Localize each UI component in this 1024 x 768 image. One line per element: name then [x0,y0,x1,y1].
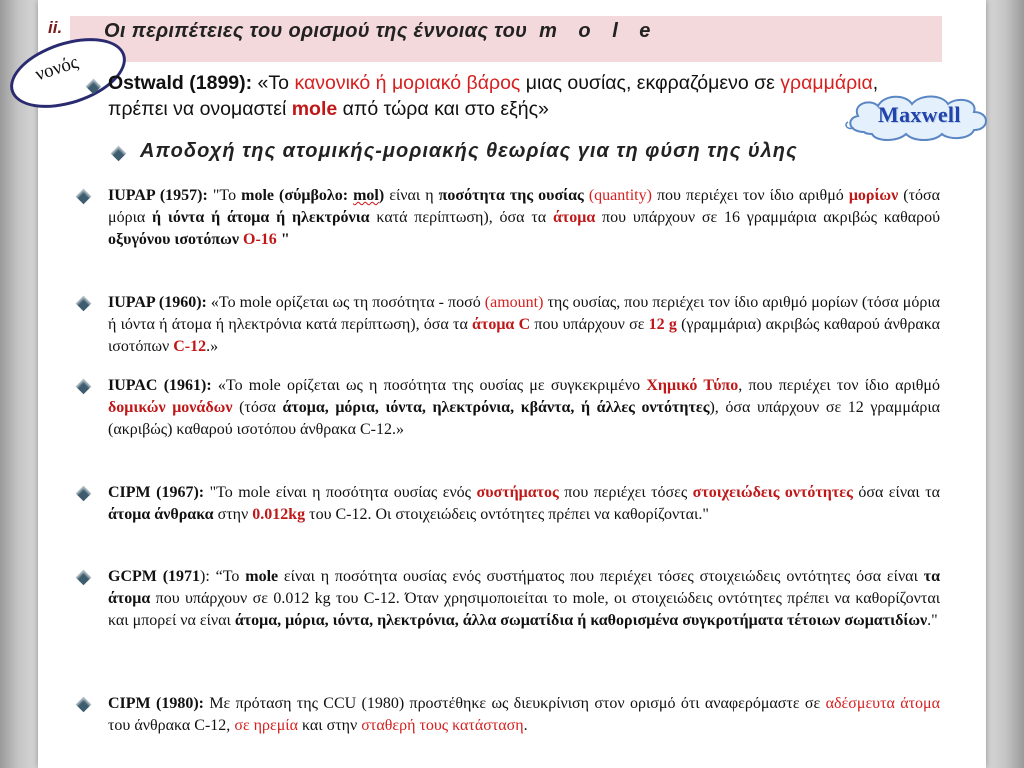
text-run: που υπάρχουν σε [530,316,649,333]
text-run: ." [927,612,938,629]
text-run: «Το mole ορίζεται ως η ποσότητα της ουσίας με συγκεκριμένο [211,377,647,394]
text-run: της ουσίας, που περιέχει τον ίδιο αριθμό μορίων (τόσα μόρια ή ιόντα ή άτομα ή ηλεκτρόνια κατά περίπτωση), όσα τα [108,294,941,333]
text-run: .» [206,338,219,355]
text-run-red: δομικών μονάδων [108,399,233,416]
text-run: που υπάρχουν σε 16 γραμμάρια ακριβώς καθαρού [595,209,941,226]
cipm-1980-definition [108,693,940,737]
iupac-1961-lead: IUPAC (1961): [108,377,212,394]
text-run-red: O-16 [243,231,277,248]
text-run-bold: ποσότητα της ουσίας [438,187,584,204]
text-run-red: μορίων [848,187,899,204]
page-title [104,20,658,43]
title-mole: m o l e [539,20,659,42]
text-run-red: 12 g [648,316,677,333]
text-run-bold: ) [378,187,385,204]
text-run: ): “Το [200,568,246,585]
text-run: από τώρα και στο εξής» [337,98,549,120]
text-run-red: αδέσμευτα άτομα [825,695,940,712]
text-run: "Το mole είναι η ποσότητα ουσίας ενός [204,484,477,501]
text-run: «Το mole ορίζεται ως τη ποσότητα - ποσό [206,294,485,311]
ostwald-definition [108,70,940,122]
iupac-1961-definition [108,375,940,441]
text-run-red: στοιχειώδεις οντότητες [692,484,853,501]
text-run-red: σταθερή τους κατάσταση [361,717,524,734]
text-run: «Το [252,72,295,94]
text-run-red: άτομα [552,209,596,226]
gcpm-1971-lead: GCPM (1971 [108,568,201,585]
text-run: . [523,717,528,734]
text-run: , πρέπει να ονομαστεί [108,72,879,120]
text-run: όσα είναι τα [852,484,941,501]
title-text: Οι περιπέτειες του ορισμού της έννοιας του [104,20,528,42]
text-run: είναι η [384,187,439,204]
text-run-red: γραμμάρια [780,72,873,94]
text-run: κατά περίπτωση), όσα τα [369,209,553,226]
text-run-bold: άτομα άνθρακα [108,506,214,523]
iupap-1960-definition [108,292,940,358]
text-run-bold: άτομα, μόρια, ιόντα, ηλεκτρόνια, κβάντα, ή άλλες οντότητες [282,399,710,416]
cloud-callout-label: Maxwell [878,102,961,127]
text-run-red: mole [291,98,338,120]
section-marker: ii. [48,18,63,37]
iupap-1960-lead: IUPAP (1960): [108,294,207,311]
text-run: Με πρόταση της CCU (1980) προστέθηκε ως διευκρίνιση στον ορισμό ότι αναφερόμαστε σε [203,695,826,712]
text-run: μιας ουσίας, εκφραζόμενο σε [520,72,781,94]
text-run-bold: mole [245,568,279,585]
iupap-1957-definition [108,185,940,251]
text-run-red: C-12 [173,338,207,355]
text-run-red: κανονικό ή μοριακό βάρος [294,72,521,94]
text-run-bold: άτομα, μόρια, ιόντα, ηλεκτρόνια, άλλα σωματίδια ή καθορισμένα συγκροτήματα τέτοιων σωματιδίων [234,612,928,629]
iupap-1957-lead: IUPAP (1957): [108,187,208,204]
oval-callout-label: νονός [32,51,81,86]
text-run: που περιέχει τόσες [558,484,693,501]
text-run: (γραμμάρια) ακριβώς καθαρού άνθρακα ισοτόπων [108,316,941,355]
text-run: είναι η ποσότητα ουσίας ενός συστήματος που περιέχει τόσες στοιχειώδεις οντότητες όσα είναι [278,568,924,585]
text-run-red: (quantity) [588,187,652,204]
text-run: ), όσα υπάρχουν σε 12 γραμμάρια (ακριβώς) καθαρού ισοτόπου άνθρακα C-12.» [108,399,941,438]
text-run: που υπάρχουν σε 0.012 kg του C-12. Όταν χρησιμοποιείται το mole, οι στοιχειώδεις οντότητες πρέπει να καθορίζονται και μπορεί να είναι [108,590,940,629]
cipm-1967-definition [108,482,940,526]
text-run-bold: οξυγόνου ισοτόπων [108,231,240,248]
text-run: στην [213,506,253,523]
text-run: που περιέχει τον ίδιο αριθμό [651,187,849,204]
gcpm-1971-definition [108,566,940,632]
text-run: , που περιέχει τον ίδιο αριθμό [738,377,941,394]
text-run: και στην [298,717,362,734]
text-run: (τόσα μόρια [108,187,941,226]
text-run-bold: mole (σύμβολο: [241,187,354,204]
text-run-bold: mol [353,187,379,204]
text-run: (τόσα [232,399,283,416]
cipm-1980-lead: CIPM (1980): [108,695,204,712]
text-run: "Το [207,187,242,204]
cipm-1967-lead: CIPM (1967): [108,484,205,501]
ostwald-lead: Ostwald (1899): [108,72,253,94]
text-run-bold: ή ιόντα ή άτομα ή ηλεκτρόνια [152,209,370,226]
text-run-red: 0.012kg [252,506,306,523]
text-run-red: άτομα C [472,316,531,333]
text-run-red: συστήματος [476,484,559,501]
text-run-bold: " [276,231,290,248]
acceptance-heading: Αποδοχή της ατομικής-μοριακής θεωρίας για τη φύση της ύλης [140,140,798,162]
text-run: του άνθρακα C-12, [108,717,235,734]
text-run: του C-12. Οι στοιχειώδεις οντότητες πρέπει να καθορίζονται." [305,506,709,523]
text-run-red: σε ηρεμία [234,717,298,734]
text-run-red: (amount) [484,294,544,311]
text-run-red: Χημικό Τύπο [646,377,739,394]
text-run-bold: τα άτομα [108,568,941,607]
